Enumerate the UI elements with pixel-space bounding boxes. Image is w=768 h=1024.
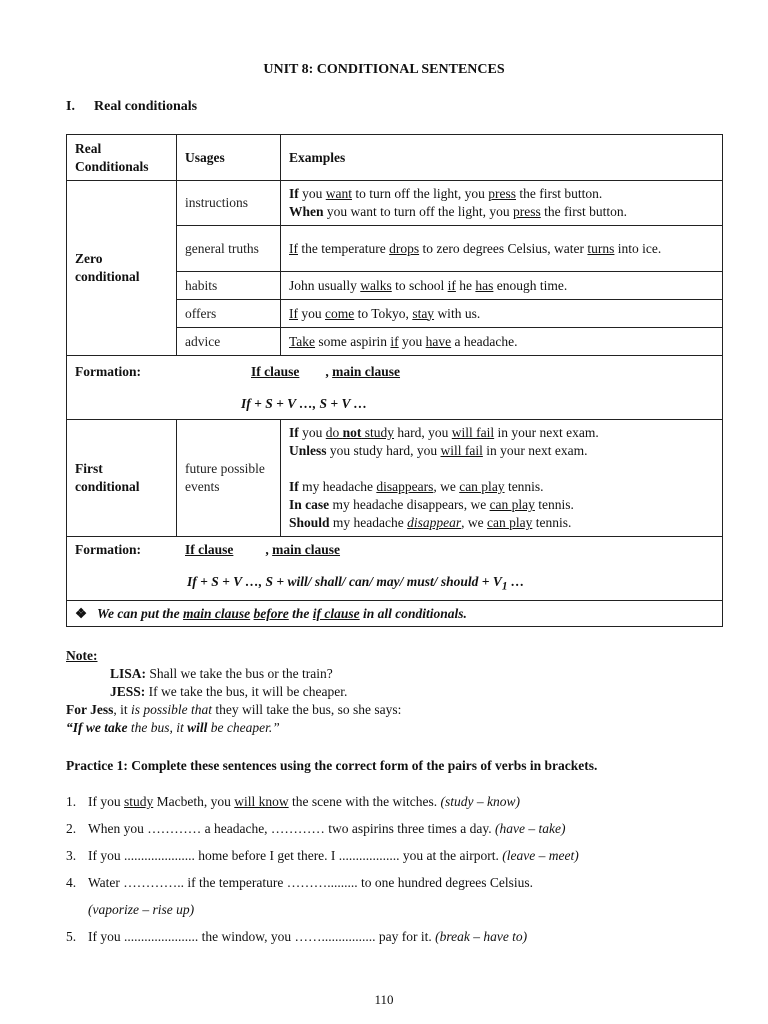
first-conditional-label: First conditional: [67, 420, 177, 537]
list-item: 5. If you ...................... the window, you ……................ pay for it. (break – have to): [66, 929, 528, 944]
header-examples: Examples: [281, 135, 723, 181]
formation-formula: If + S + V …, S + will/ shall/ can/ may/ must/ should + $V_1$ …: [187, 574, 525, 593]
example-advice: Take some aspirin if you have a headache.: [281, 328, 723, 356]
section-number: I.: [66, 99, 75, 114]
header-usages: Usages: [177, 135, 281, 181]
dialog-line-jess: JESS: If we take the bus, it will be cheaper.: [110, 684, 348, 699]
list-item: 4. Water ………….. if the temperature ………......... to one hundred degrees Celsius. (vaporize – rise up): [66, 875, 534, 917]
page-title: UNIT 8: CONDITIONAL SENTENCES: [263, 62, 505, 77]
formation-if-clause: If clause: [185, 542, 234, 558]
formation-if-clause: If clause: [251, 363, 300, 379]
dialog-line-lisa: LISA: Shall we take the bus or the train?: [110, 666, 333, 681]
table-header-row: [67, 135, 723, 181]
exercise-list: [66, 793, 726, 955]
zero-conditional-label: Zero conditional: [67, 181, 177, 356]
formation-formula: If + S + V …, S + V …: [241, 395, 368, 411]
example-general-truths: If the temperature drops to zero degrees Celsius, water turns into ice.: [281, 226, 723, 272]
section-label: Real conditionals: [94, 99, 198, 114]
diamond-bullet-icon: ❖: [75, 605, 88, 621]
example-offers: If you come to Tokyo, stay with us.: [281, 300, 723, 328]
formation-main-clause: main clause: [272, 542, 341, 558]
usage-general-truths: general truths: [177, 226, 281, 272]
formation-row-first: Formation: If clause , main clause If + S + V …, S + will/ shall/ can/ may/ must/ should + $V_1$ …: [67, 537, 723, 601]
list-item: 1. If you study Macbeth, you will know the scene with the witches. (study – know): [66, 794, 520, 809]
note-explanation: For Jess, it is possible that they will take the bus, so she says:: [66, 702, 402, 717]
practice-title: Practice 1: Complete these sentences using the correct form of the pairs of verbs in brackets.: [66, 758, 598, 773]
example-habits: John usually walks to school if he has enough time.: [281, 272, 723, 300]
example-instructions: If you want to turn off the light, you press the first button. When you want to turn off the light, you press the first button.: [281, 181, 723, 226]
formation-label: Formation:: [75, 542, 141, 558]
formation-main-clause: main clause: [332, 363, 401, 379]
usage-instructions: instructions: [177, 181, 281, 226]
usage-future-possible-events: future possible events: [177, 420, 281, 537]
usage-habits: habits: [177, 272, 281, 300]
conditionals-table: [66, 134, 723, 627]
section-heading: [66, 98, 197, 116]
table-row: [67, 181, 723, 226]
list-item: 3. If you ..................... home before I get there. I .................. you at the airport. (leave – meet): [66, 848, 579, 863]
note-quote: “If we take the bus, it will be cheaper.”: [66, 720, 280, 735]
page-number: 110: [374, 992, 394, 1007]
note-label: Note:: [66, 648, 98, 663]
example-first-conditional: If you do not study hard, you will fail in your next exam. Unless you study hard, you will fail in your next exam. If my headache disappears, we can play tennis. In case my headache disappears, we can play tennis. Should my headache disappear, we can play tennis.: [281, 420, 723, 537]
table-row: [67, 420, 723, 537]
note-section: [66, 647, 726, 737]
list-item: 2. When you ………… a headache, ………… two aspirins three times a day. (have – take): [66, 821, 566, 836]
formation-label: Formation:: [75, 363, 141, 379]
header-real-conditionals: Real Conditionals: [67, 135, 177, 181]
usage-offers: offers: [177, 300, 281, 328]
usage-advice: advice: [177, 328, 281, 356]
note-row: ❖ We can put the main clause before the if clause in all conditionals.: [67, 601, 723, 627]
formation-row-zero: Formation: If clause , main clause If + S + V …, S + V …: [67, 356, 723, 420]
